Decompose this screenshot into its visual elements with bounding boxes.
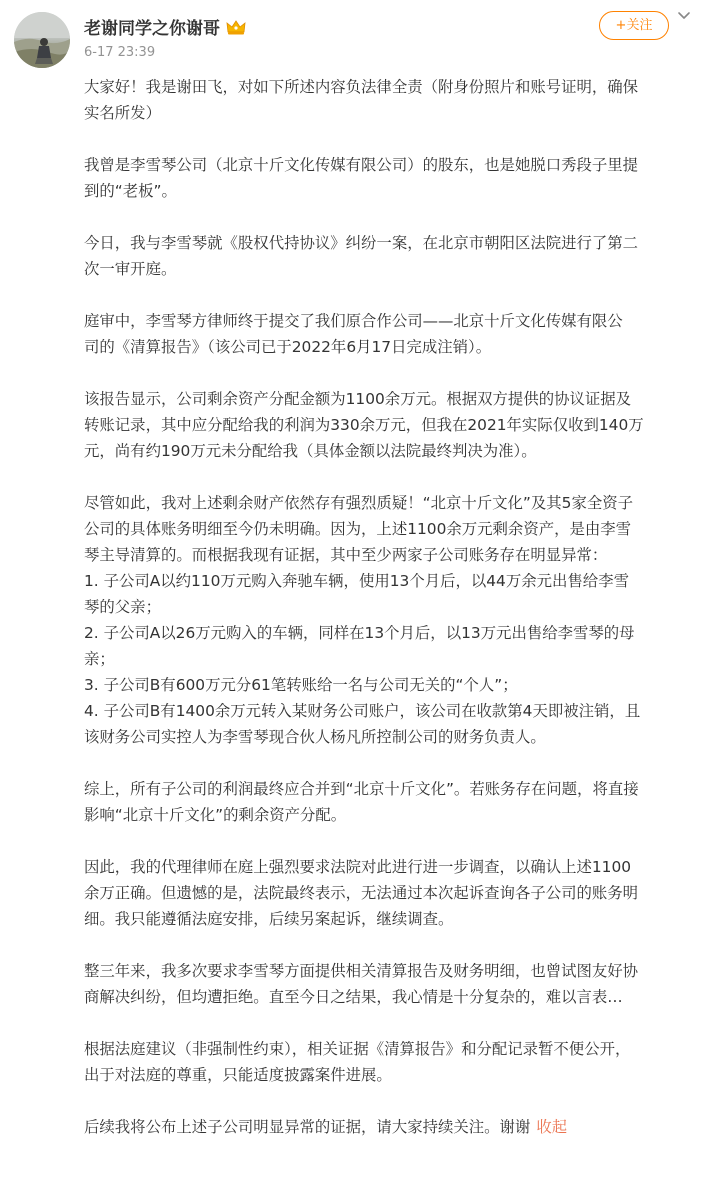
post-paragraph-line: 琴主导清算的。而根据我现有证据，其中至少两家子公司账务存在明显异常： <box>84 546 608 564</box>
post-paragraph <box>84 490 696 750</box>
post-paragraphs <box>84 74 696 1088</box>
post-paragraph-line: 该报告显示，公司剩余资产分配金额为1100余万元。根据双方提供的协议证据及 <box>84 390 632 408</box>
chevron-down-icon[interactable] <box>676 8 692 24</box>
post-paragraph-line: 出于对法庭的尊重，只能适度披露案件进展。 <box>84 1066 392 1084</box>
post-final-paragraph <box>84 1114 696 1140</box>
post-paragraph <box>84 152 696 204</box>
post-paragraph <box>84 958 696 1010</box>
post-paragraph-line: 2. 子公司A以26万元购入的车辆，同样在13个月后，以13万元出售给李雪琴的母 <box>84 624 635 642</box>
follow-button[interactable]: +关注 <box>599 11 669 40</box>
post-paragraph-line: 大家好！我是谢田飞，对如下所述内容负法律全责（附身份照片和账号证明，确保 <box>84 78 639 96</box>
post-paragraph-line: 商解决纠纷，但均遭拒绝。直至今日之结果，我心情是十分复杂的，难以言表… <box>84 988 623 1006</box>
post-paragraph-line: 元，尚有约190万元未分配给我（具体金额以法院最终判决为准）。 <box>84 442 537 460</box>
post-paragraph-line: 1. 子公司A以约110万元购入奔驰车辆，使用13个月后，以44万余元出售给李雪 <box>84 572 629 590</box>
post-paragraph-line: 根据法庭建议（非强制性约束），相关证据《清算报告》和分配记录暂不便公开， <box>84 1040 631 1058</box>
post-paragraph-line: 细。我只能遵循法庭安排，后续另案起诉，继续调查。 <box>84 910 454 928</box>
post-paragraph <box>84 386 696 464</box>
post-paragraph <box>84 308 696 360</box>
post-paragraph-line: 3. 子公司B有600万元分61笔转账给一名与公司无关的“个人”； <box>84 676 518 694</box>
post-paragraph-line: 综上，所有子公司的利润最终应合并到“北京十斤文化”。若账务存在问题，将直接 <box>84 780 639 798</box>
post-paragraph-line: 因此，我的代理律师在庭上强烈要求法院对此进行进一步调查，以确认上述1100 <box>84 858 632 876</box>
post-paragraph-line: 整三年来，我多次要求李雪琴方面提供相关清算报告及财务明细，也曾试图友好协 <box>84 962 639 980</box>
post-paragraph <box>84 854 696 932</box>
username[interactable] <box>84 14 246 39</box>
post-final-text: 后续我将公布上述子公司明显异常的证据，请大家持续关注。谢谢 <box>84 1118 531 1136</box>
username-text[interactable]: 老谢同学之你谢哥 <box>84 19 220 39</box>
post-paragraph-line: 今日，我与李雪琴就《股权代持协议》纠纷一案，在北京市朝阳区法院进行了第二 <box>84 234 639 252</box>
crown-icon[interactable] <box>226 20 246 36</box>
post-paragraph-line: 转账记录，其中应分配给我的利润为330余万元，但我在2021年实际仅收到140万 <box>84 416 644 434</box>
post-paragraph <box>84 776 696 828</box>
collapse-link[interactable]: 收起 <box>536 1118 568 1136</box>
post-paragraph-line: 次一审开庭。 <box>84 260 177 278</box>
post-body <box>84 74 696 1166</box>
post-paragraph-line: 4. 子公司B有1400余万元转入某财务公司账户，该公司在收款第4天即被注销，且 <box>84 702 641 720</box>
post-paragraph-line: 影响“北京十斤文化”的剩余资产分配。 <box>84 806 347 824</box>
post-header <box>0 0 710 75</box>
post-paragraph <box>84 1036 696 1088</box>
avatar-image <box>14 12 70 68</box>
post-paragraph-line: 琴的父亲； <box>84 598 161 616</box>
post-paragraph-line: 我曾是李雪琴公司（北京十斤文化传媒有限公司）的股东，也是她脱口秀段子里提 <box>84 156 639 174</box>
post-paragraph-line: 公司的具体账务明细至今仍未明确。因为，上述1100余万元剩余资产，是由李雪 <box>84 520 632 538</box>
post-timestamp[interactable]: 6-17 23:39 <box>84 45 156 60</box>
post-paragraph-line: 尽管如此，我对上述剩余财产依然存有强烈质疑！“北京十斤文化”及其5家全资子 <box>84 494 634 512</box>
post-paragraph-line: 司的《清算报告》（该公司已于2022年6月17日完成注销）。 <box>84 338 492 356</box>
avatar[interactable] <box>14 12 70 68</box>
post-paragraph-line: 该财务公司实控人为李雪琴现合伙人杨凡所控制公司的财务负责人。 <box>84 728 546 746</box>
post-paragraph-line: 余万正确。但遗憾的是，法院最终表示，无法通过本次起诉查询各子公司的账务明 <box>84 884 639 902</box>
post-paragraph-line: 实名所发） <box>84 104 161 122</box>
post-paragraph-line: 庭审中，李雪琴方律师终于提交了我们原合作公司——北京十斤文化传媒有限公 <box>84 312 623 330</box>
post-paragraph <box>84 230 696 282</box>
post-paragraph <box>84 74 696 126</box>
post-paragraph-line: 到的“老板”。 <box>84 182 177 200</box>
post-paragraph-line: 亲； <box>84 650 115 668</box>
